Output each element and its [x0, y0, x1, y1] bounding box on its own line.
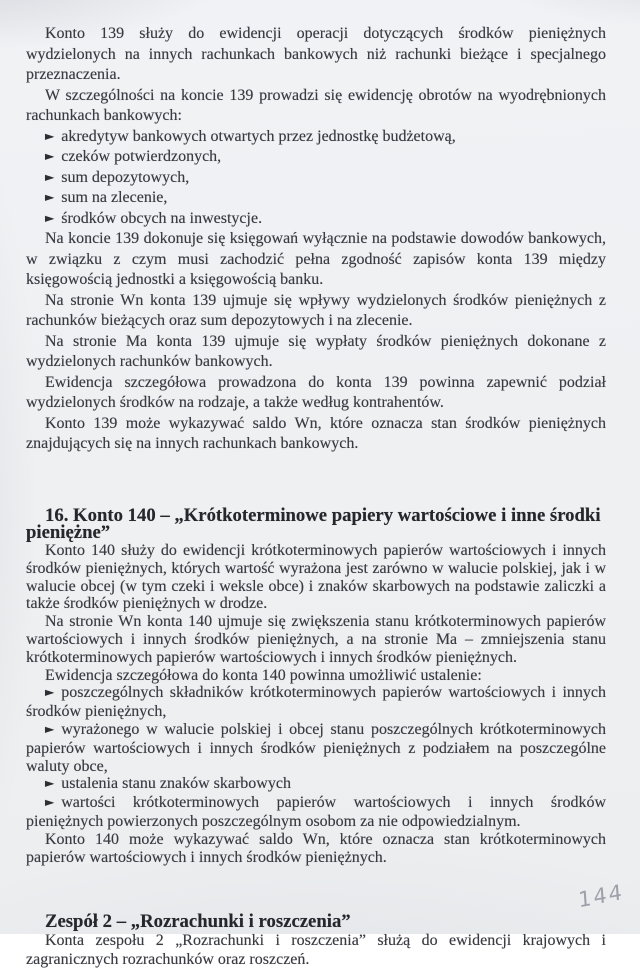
list-item [26, 775, 606, 794]
section-zespol-2 [26, 912, 606, 969]
section-konto-140 [26, 504, 606, 867]
list-item-text: środków obcych na inwestycje. [61, 209, 263, 227]
list-item [26, 188, 606, 209]
list-item-text: sum depozytowych, [61, 168, 190, 186]
para-konto-139-saldo: Konto 139 może wykazywać saldo Wn, które oznacza stan środków pieniężnych znajdujących się na innych rachunkach bankowych. [26, 414, 606, 452]
para-konto-139-strona-ma: Na stronie Ma konta 139 ujmuje się wypłaty środków pieniężnych dokonane z wydzielonych rachunków bankowych. [26, 332, 606, 370]
bullet-icon: ► [45, 149, 55, 163]
para-konto-140-intro: Konto 140 służy do ewidencji krótkoterminowych papierów wartościowych i innych środków pieniężnych, których wartość wyrażona jest zarówno w walucie polskiej, jak i w walucie obcej (w tym czeki i weksle obce) i znaków skarbowych na podstawie zaliczki a także środków pieniężnych w drodze. [26, 542, 606, 613]
list-item [26, 168, 606, 189]
bullet-icon: ► [45, 190, 55, 204]
list-item-text: sum na zlecenie, [61, 189, 168, 206]
para-konto-139-intro: Konto 139 służy do ewidencji operacji dotyczących środków pieniężnych wydzielonych na innych rachunkach bankowych niż rachunki bieżące i specjalnego przeznaczenia. [26, 25, 606, 83]
list-item-text: poszczególnych składników krótkoterminowych papierów wartościowych i innych środków pieniężnych, [26, 684, 606, 721]
para-konto-140-strony: Na stronie Wn konta 140 ujmuje się zwiększenia stanu krótkoterminowych papierów wartościowych i innych środków pieniężnych, a na stronie Ma – zmniejszenia stanu krótkoterminowych papierów wartościowych i innych środków pieniężnych. [26, 613, 606, 666]
list-item [26, 147, 606, 168]
para-konto-139-ewidencja: Ewidencja szczegółowa prowadzona do konta 139 powinna zapewnić podział wydzielonych środków na rodzaje, a także według kontrahentów. [26, 373, 606, 411]
bullet-icon: ► [45, 128, 55, 143]
bullet-icon: ► [45, 722, 55, 737]
bullet-icon: ► [45, 685, 55, 700]
list-item-text: wyrażonego w walucie polskiej i obcej stanu poszczególnych krótkoterminowych papierów wartościowych i innych środków pieniężnych z podziałem na poszczególne waluty obce, [26, 721, 606, 775]
list-item [26, 794, 606, 831]
list-item-text: czeków potwierdzonych, [61, 148, 222, 165]
list-item-text: wartości krótkoterminowych papierów wartościowych i innych środków pieniężnych powierzonych poszczególnym osobom za nie odpowiedzialnym. [26, 794, 606, 831]
bullet-icon: ► [45, 795, 55, 810]
list-item [26, 684, 606, 721]
handwritten-page-number: 144 [577, 879, 625, 913]
section-heading-zespol-2: Zespół 2 – „Rozrachunki i roszczenia” [45, 911, 351, 933]
bullet-icon: ► [45, 776, 55, 791]
list-item [26, 127, 606, 148]
list-item-text: akredytyw bankowych otwartych przez jednostkę budżetową, [61, 127, 456, 145]
para-konto-140-saldo: Konto 140 może wykazywać saldo Wn, które oznacza stan krótkoterminowych papierów wartościowych i innych środków pieniężnych. [26, 830, 606, 866]
para-konto-139-strona-wn: Na stronie Wn konta 139 ujmuje się wpływy wydzielonych środków pieniężnych z rachunków bieżących oraz sum depozytowych i na zlecenie. [26, 291, 606, 329]
para-zespol-2-intro: Konta zespołu 2 „Rozrachunki i roszczenia” służą do ewidencji krajowych i zagranicznych rozrachunków oraz roszczeń. [26, 932, 606, 969]
para-konto-139-ksiegowania: Na koncie 139 dokonuje się księgowań wyłącznie na podstawie dowodów bankowych, w związku z czym musi zachodzić pełna zgodność zapisów konta 139 między księgowością jednostki a księgowością banku. [26, 230, 606, 288]
bullet-icon: ► [45, 169, 55, 184]
section-heading-konto-140: 16. Konto 140 – „Krótkoterminowe papiery wartościowe i inne środki pieniężne” [26, 504, 601, 544]
para-konto-140-ewidencja: Ewidencja szczegółowa do konta 140 powinna umożliwić ustalenie: [45, 666, 482, 684]
list-item [26, 721, 606, 775]
section-konto-139 [26, 24, 606, 455]
list-item-text: ustalenia stanu znaków skarbowych [61, 775, 291, 793]
bullet-icon: ► [45, 210, 55, 225]
para-konto-139-szczegolnosci: W szczególności na koncie 139 prowadzi się ewidencję obrotów na wyodrębnionych rachunkach bankowych: [26, 86, 606, 124]
page-content [26, 24, 606, 969]
list-item [26, 209, 606, 230]
